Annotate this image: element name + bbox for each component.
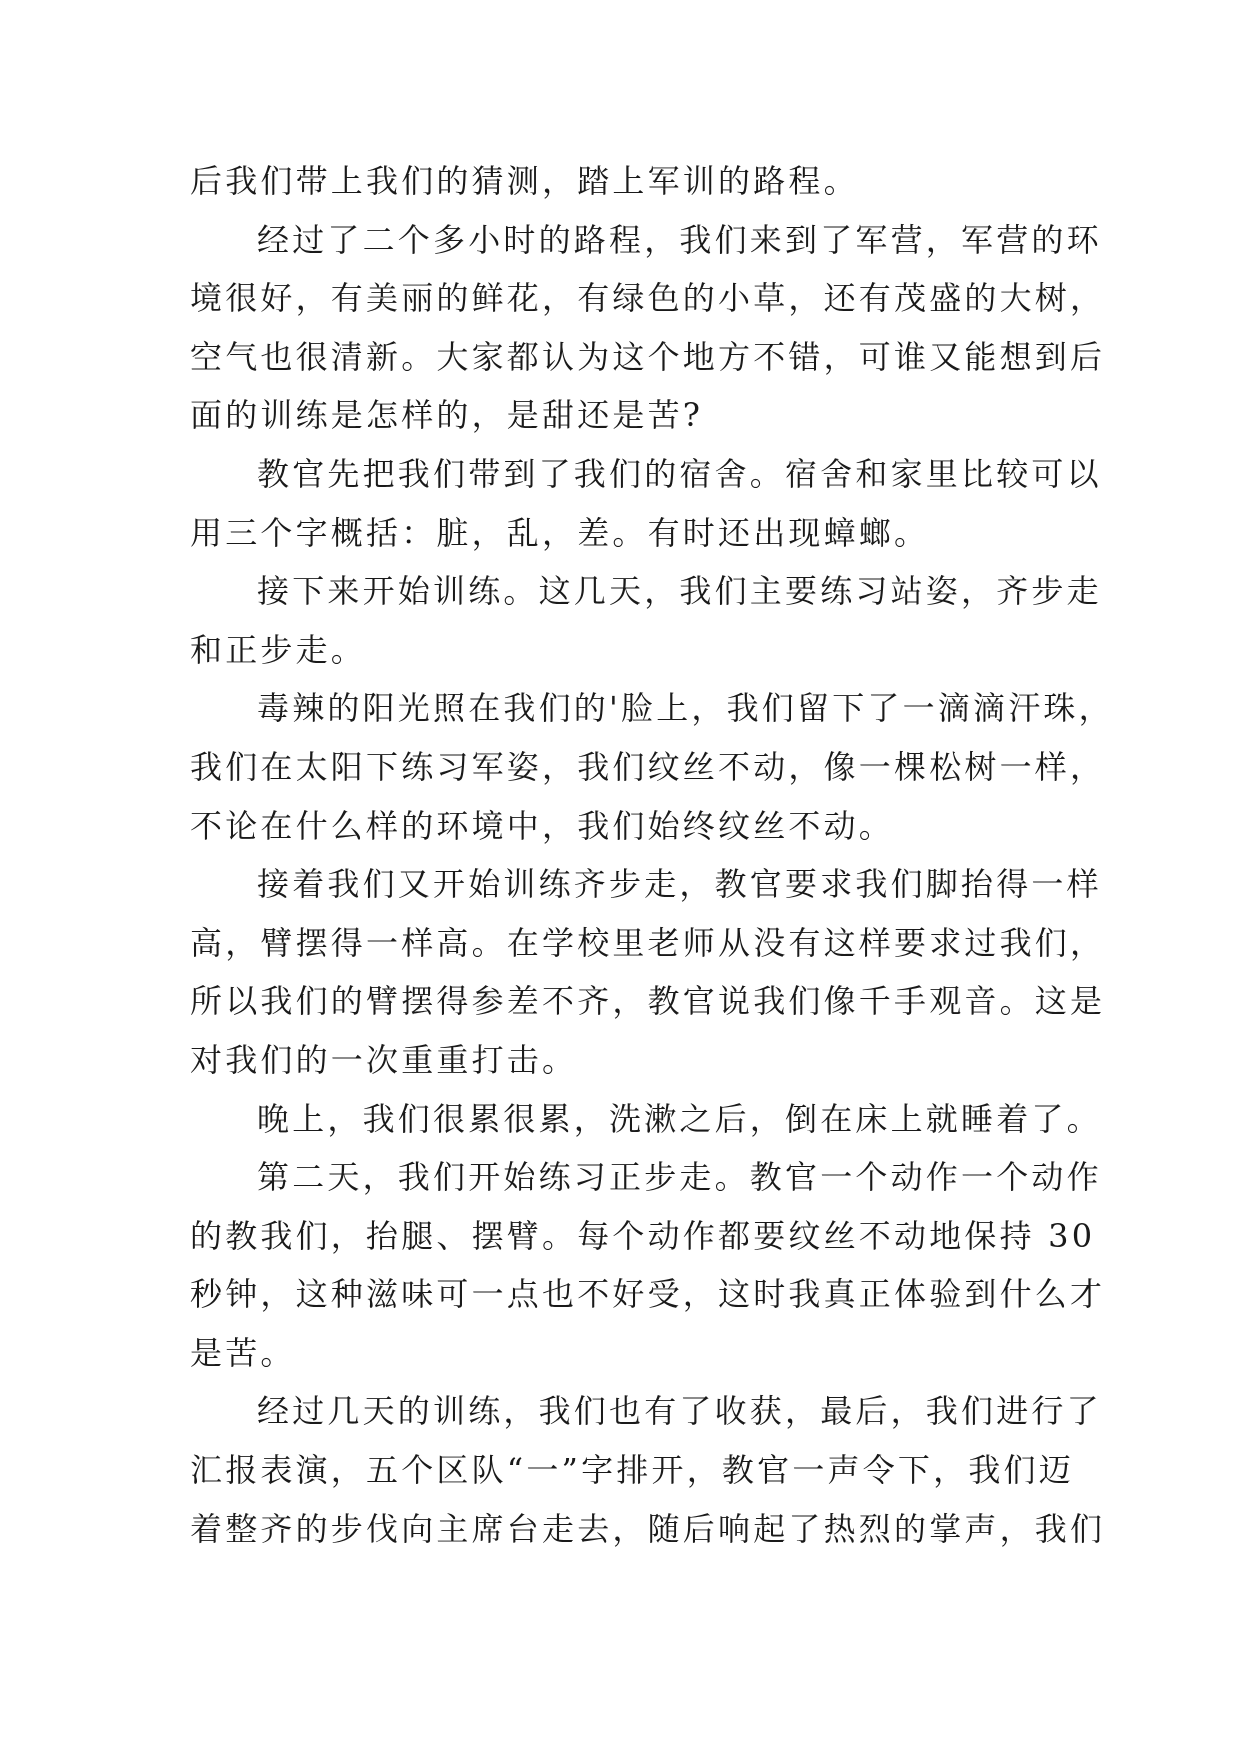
text-line: 空气也很清新。大家都认为这个地方不错，可谁又能想到后 bbox=[190, 337, 1106, 376]
text-line: 境很好，有美丽的鲜花，有绿色的小草，还有茂盛的大树， bbox=[190, 279, 1106, 318]
text-line: 不论在什么样的环境中，我们始终纹丝不动。 bbox=[190, 806, 895, 845]
text-line: 秒钟，这种滋味可一点也不好受，这时我真正体验到什么才 bbox=[190, 1275, 1106, 1314]
text-line: 高，臂摆得一样高。在学校里老师从没有这样要求过我们， bbox=[190, 923, 1106, 962]
text-line: 着整齐的步伐向主席台走去，随后响起了热烈的掌声，我们 bbox=[190, 1509, 1106, 1548]
text-line: 是苦。 bbox=[190, 1333, 296, 1372]
text-line: 的教我们，抬腿、摆臂。每个动作都要纹丝不动地保持 30 bbox=[190, 1216, 1096, 1255]
text-line: 所以我们的臂摆得参差不齐，教官说我们像千手观音。这是 bbox=[190, 982, 1106, 1021]
text-line: 对我们的一次重重打击。 bbox=[190, 1040, 578, 1079]
text-line: 经过几天的训练，我们也有了收获，最后，我们进行了 bbox=[257, 1392, 1102, 1431]
document-body bbox=[190, 152, 1114, 1558]
text-line: 用三个字概括：脏，乱，差。有时还出现蟑螂。 bbox=[190, 513, 930, 552]
text-line: 第二天，我们开始练习正步走。教官一个动作一个动作 bbox=[257, 1158, 1102, 1197]
text-line: 教官先把我们带到了我们的宿舍。宿舍和家里比较可以 bbox=[257, 454, 1102, 493]
text-line: 和正步走。 bbox=[190, 630, 367, 669]
text-line: 汇报表演，五个区队“一”字排开，教官一声令下，我们迈 bbox=[190, 1451, 1074, 1490]
text-line: 经过了二个多小时的路程，我们来到了军营，军营的环 bbox=[257, 220, 1102, 259]
text-line: 接着我们又开始训练齐步走，教官要求我们脚抬得一样 bbox=[257, 865, 1102, 904]
text-line: 晚上，我们很累很累，洗漱之后，倒在床上就睡着了。 bbox=[257, 1099, 1102, 1138]
text-line: 面的训练是怎样的，是甜还是苦? bbox=[190, 396, 704, 435]
text-line: 毒辣的阳光照在我们的'脸上，我们留下了一滴滴汗珠， bbox=[257, 689, 1114, 728]
text-line: 接下来开始训练。这几天，我们主要练习站姿，齐步走 bbox=[257, 572, 1102, 611]
text-line: 后我们带上我们的猜测，踏上军训的路程。 bbox=[190, 162, 859, 200]
text-line: 我们在太阳下练习军姿，我们纹丝不动，像一棵松树一样， bbox=[190, 747, 1106, 786]
